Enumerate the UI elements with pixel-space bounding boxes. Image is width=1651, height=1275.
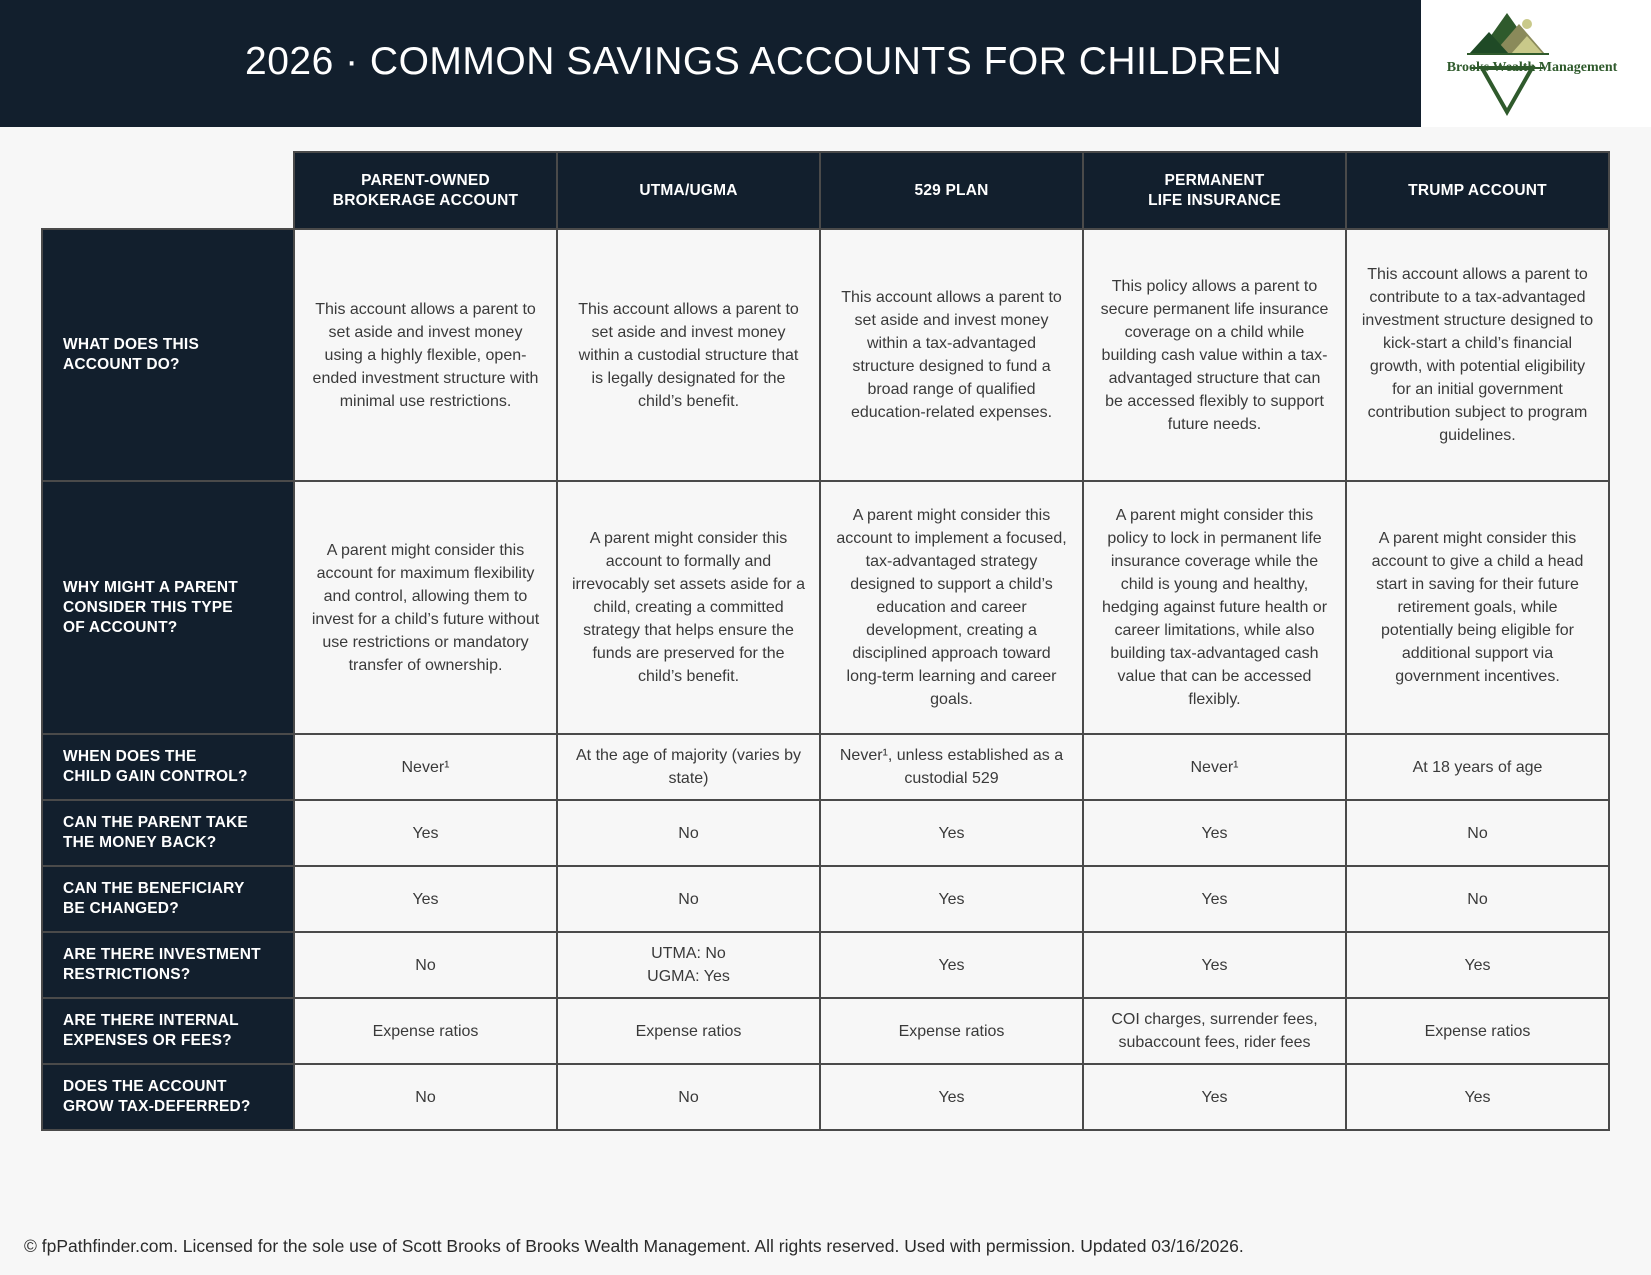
row-header <box>42 998 294 1064</box>
column-header-label: 529 PLAN <box>914 181 989 199</box>
table-row <box>42 229 1609 481</box>
cell-text: Yes <box>412 824 439 842</box>
company-logo <box>1421 0 1651 127</box>
column-header-label: LIFE INSURANCE <box>1148 191 1281 209</box>
row-header-label: ARE THERE INVESTMENT <box>63 946 261 963</box>
table-cell <box>294 734 557 800</box>
column-header-brokerage <box>294 152 557 229</box>
table-row <box>42 481 1609 734</box>
cell-text: A parent might consider this account to formally and irrevocably set assets aside for a child, creating a committed strategy that helps ensure the funds are preserved for the child’s benefit. <box>572 530 805 685</box>
table-cell <box>1083 998 1346 1064</box>
table-row <box>42 932 1609 998</box>
table-cell <box>1083 866 1346 932</box>
column-header-label: TRUMP ACCOUNT <box>1408 181 1547 199</box>
cell-text: Yes <box>1201 956 1228 974</box>
cell-text: A parent might consider this account for maximum flexibility and control, allowing them to invest for a child’s future without use restrictions or mandatory transfer of ownership. <box>311 541 540 674</box>
cell-text: Expense ratios <box>635 1022 742 1040</box>
row-header-label: DOES THE ACCOUNT <box>63 1078 227 1095</box>
row-header <box>42 481 294 734</box>
cell-text: Expense ratios <box>372 1022 479 1040</box>
cell-text: Yes <box>1464 1088 1491 1106</box>
cell-text: COI charges, surrender fees, subaccount fees, rider fees <box>1111 1011 1318 1051</box>
table-cell <box>1083 481 1346 734</box>
copyright-footer: © fpPathfinder.com. Licensed for the sole use of Scott Brooks of Brooks Wealth Management. All rights reserved. Used with permission. Updated 03/16/2026. <box>24 1236 1244 1256</box>
cell-text: A parent might consider this policy to lock in permanent life insurance coverage while the child is young and healthy, hedging against future health or career limitations, while also building tax-advantaged cash value that can be accessed flexibly. <box>1101 507 1328 708</box>
row-header-label: OF ACCOUNT? <box>63 618 178 636</box>
cell-text: Expense ratios <box>1424 1022 1531 1040</box>
row-header <box>42 866 294 932</box>
cell-text: Yes <box>1201 890 1228 908</box>
table-row <box>42 998 1609 1064</box>
cell-text: At the age of majority (varies by state) <box>576 747 801 787</box>
table-cell <box>557 734 820 800</box>
table-cell <box>820 866 1083 932</box>
table-cell <box>1346 998 1609 1064</box>
table-cell <box>1083 800 1346 866</box>
table-cell <box>1083 932 1346 998</box>
table-cell <box>1083 229 1346 481</box>
table-cell <box>820 932 1083 998</box>
column-header-label: PERMANENT <box>1164 171 1265 189</box>
cell-text: Yes <box>1201 1088 1228 1106</box>
table-cell <box>557 932 820 998</box>
cell-text: Never¹ <box>401 758 450 776</box>
cell-text: A parent might consider this account to give a child a head start in saving for their future retirement goals, while potentially being eligible for additional support via government incentives. <box>1371 530 1584 685</box>
table-cell <box>820 229 1083 481</box>
cell-text: Never¹, unless established as a custodial 529 <box>839 747 1064 787</box>
column-header-utma-ugma <box>557 152 820 229</box>
row-header-label: BE CHANGED? <box>63 900 179 917</box>
table-cell <box>1346 866 1609 932</box>
row-header-label: ACCOUNT DO? <box>63 356 180 373</box>
cell-text: UGMA: Yes <box>647 968 730 985</box>
column-header-life-insurance <box>1083 152 1346 229</box>
table-row <box>42 1064 1609 1130</box>
cell-text: At 18 years of age <box>1412 758 1543 776</box>
table-cell <box>820 800 1083 866</box>
table-row <box>42 734 1609 800</box>
column-header-label: UTMA/UGMA <box>639 181 738 199</box>
table-cell <box>294 800 557 866</box>
cell-text: This policy allows a parent to secure permanent life insurance coverage on a child while building cash value within a tax-advantaged structure that can be accessed flexibly to support future needs. <box>1100 277 1329 433</box>
column-header-trump-account <box>1346 152 1609 229</box>
cell-text: Never¹ <box>1190 758 1239 776</box>
cell-text: Yes <box>1464 956 1491 974</box>
comparison-table <box>41 151 1610 1131</box>
cell-text: No <box>415 956 436 974</box>
cell-text: This account allows a parent to set aside and invest money using a highly flexible, open-ended investment structure with minimal use restrictions. <box>312 300 539 410</box>
row-header-label: EXPENSES OR FEES? <box>63 1032 232 1049</box>
cell-text: Expense ratios <box>898 1022 1005 1040</box>
cell-text: No <box>1467 824 1488 842</box>
table-cell <box>557 481 820 734</box>
column-header-label: PARENT-OWNED <box>361 171 490 189</box>
cell-text: Yes <box>938 1088 965 1106</box>
cell-text: No <box>678 1088 699 1106</box>
table-cell <box>820 1064 1083 1130</box>
row-header-label: CAN THE BENEFICIARY <box>63 880 245 897</box>
row-header <box>42 734 294 800</box>
table-cell <box>294 229 557 481</box>
row-header-label: WHY MIGHT A PARENT <box>63 578 238 596</box>
logo-text: Brooks Wealth Management <box>1446 60 1618 75</box>
page-title: 2026 · COMMON SAVINGS ACCOUNTS FOR CHILDREN <box>245 40 1283 83</box>
cell-text: No <box>415 1088 436 1106</box>
cell-text: Yes <box>412 890 439 908</box>
table-row <box>42 800 1609 866</box>
cell-text: No <box>678 824 699 842</box>
row-header-label: CONSIDER THIS TYPE <box>63 598 233 616</box>
table-cell <box>1346 800 1609 866</box>
column-header-label: BROKERAGE ACCOUNT <box>332 191 519 209</box>
cell-text: UTMA: No <box>651 945 726 962</box>
table-cell <box>294 998 557 1064</box>
table-cell <box>1346 932 1609 998</box>
table-cell <box>557 998 820 1064</box>
cell-text: No <box>1467 890 1488 908</box>
row-header-label: WHEN DOES THE <box>63 748 197 765</box>
table-cell <box>557 800 820 866</box>
table-cell <box>1346 1064 1609 1130</box>
row-header <box>42 800 294 866</box>
row-header-label: ARE THERE INTERNAL <box>63 1012 239 1029</box>
cell-text: Yes <box>938 824 965 842</box>
table-cell <box>294 481 557 734</box>
corner-cell <box>42 152 294 229</box>
cell-text: This account allows a parent to contribute to a tax-advantaged investment structure designed to kick-start a child’s financial growth, with potential eligibility for an initial government contribution subject to program guidelines. <box>1361 266 1594 444</box>
row-header <box>42 932 294 998</box>
column-header-row <box>42 152 1609 229</box>
cell-text: Yes <box>938 956 965 974</box>
table-cell <box>1083 1064 1346 1130</box>
table-cell <box>294 1064 557 1130</box>
cell-text: This account allows a parent to set aside and invest money within a custodial structure that is legally designated for the child’s benefit. <box>578 300 799 410</box>
table-cell <box>294 932 557 998</box>
row-header <box>42 229 294 481</box>
table-cell <box>557 1064 820 1130</box>
row-header-label: THE MONEY BACK? <box>63 834 217 851</box>
cell-text: No <box>678 890 699 908</box>
row-header-label: WHAT DOES THIS <box>63 336 199 353</box>
cell-text: A parent might consider this account to implement a focused, tax-advantaged strategy designed to support a child’s education and career development, creating a disciplined approach toward long-term learning and career goals. <box>836 507 1067 708</box>
table-cell <box>557 229 820 481</box>
table-cell <box>820 481 1083 734</box>
table-cell <box>1346 229 1609 481</box>
row-header-label: GROW TAX-DEFERRED? <box>63 1098 251 1115</box>
cell-text: This account allows a parent to set aside and invest money within a tax-advantaged structure designed to fund a broad range of qualified education-related expenses. <box>841 289 1062 421</box>
header-banner <box>0 0 1651 127</box>
table-cell <box>820 734 1083 800</box>
row-header-label: CAN THE PARENT TAKE <box>63 814 248 831</box>
table-cell <box>557 866 820 932</box>
column-header-529-plan <box>820 152 1083 229</box>
table-cell <box>820 998 1083 1064</box>
row-header-label: CHILD GAIN CONTROL? <box>63 768 248 785</box>
cell-text: Yes <box>1201 824 1228 842</box>
cell-text: Yes <box>938 890 965 908</box>
row-header <box>42 1064 294 1130</box>
table-cell <box>294 866 557 932</box>
row-header-label: RESTRICTIONS? <box>63 966 191 983</box>
table-cell <box>1346 481 1609 734</box>
table-cell <box>1083 734 1346 800</box>
table-row <box>42 866 1609 932</box>
table-cell <box>1346 734 1609 800</box>
